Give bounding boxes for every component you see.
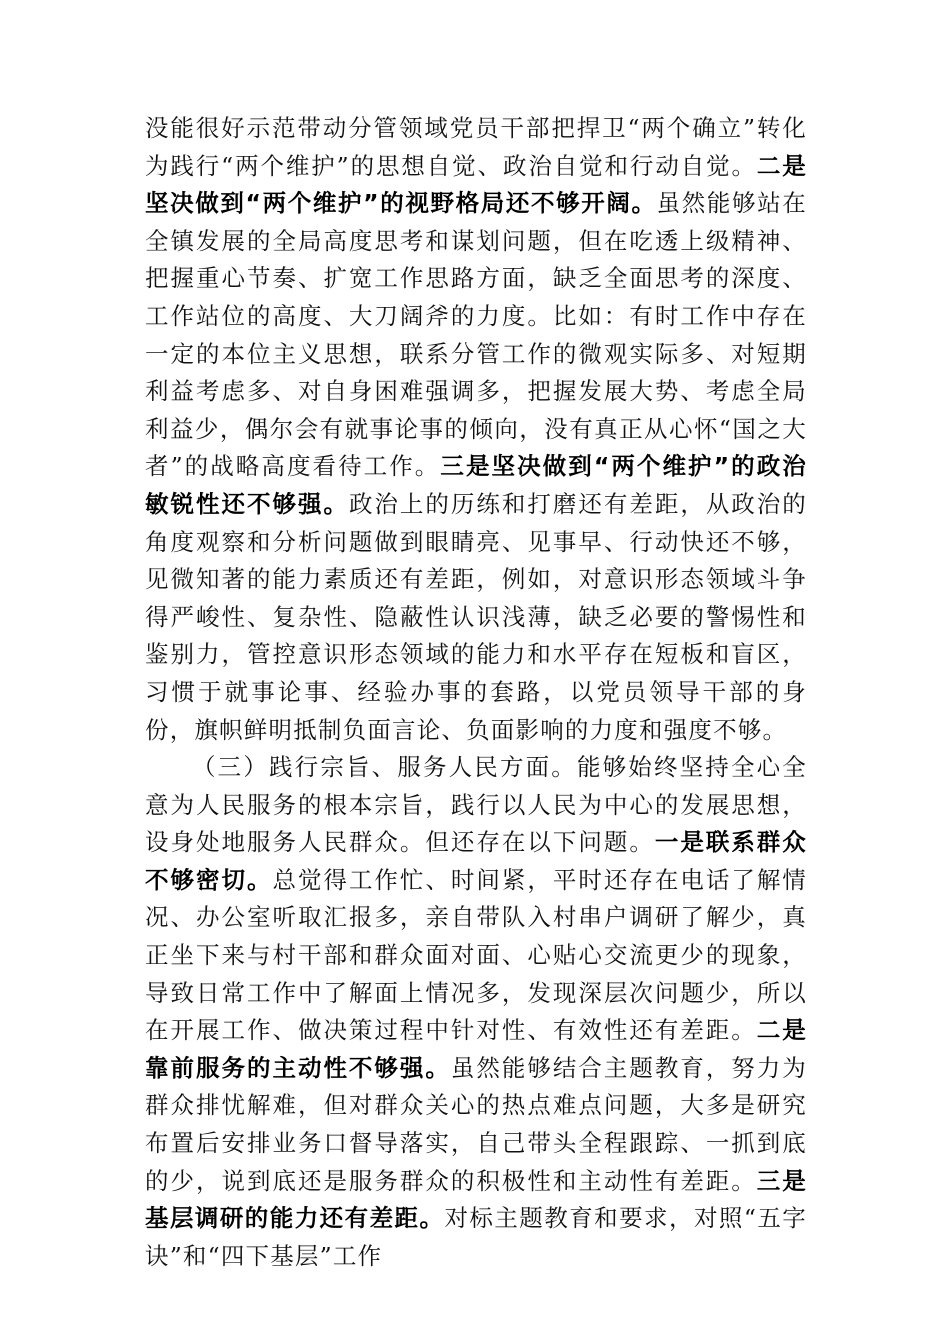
paragraph-continued <box>145 110 807 749</box>
text-run: 虽然能够结合主题教育，努力为群众排忧解难，但对群众关心的热点难点问题，大多是研究布置后安排业务口督导落实，自己带头全程跟踪、一抓到底的少，说到底还是服务群众的积极性和主动性有差距。 <box>145 1053 807 1195</box>
bold-heading-run: 二是坚决做到“两个维护”的视野格局还不够开阔。 <box>145 151 808 218</box>
bold-heading-run: 三是坚决做到“两个维护”的政治敏锐性还不够强。 <box>145 452 807 518</box>
paragraph-section-three <box>145 749 807 1275</box>
bold-heading-run: 二是靠前服务的主动性不够强。 <box>145 1016 807 1082</box>
text-run: 虽然能够站在全镇发展的全局高度思考和谋划问题，但在吃透上级精神、把握重心节奏、扩宽工作思路方面，缺乏全面思考的深度、工作站位的高度、大刀阔斧的力度。比如：有时工作中存在一定的本位主义思想，联系分管工作的微观实际多、对短期利益考虑多、对自身困难强调多，把握发展大势、考虑全局利益少，偶尔会有就事论事的倾向，没有真正从心怀“国之大者”的战略高度看待工作。 <box>145 189 807 481</box>
text-run: 政治上的历练和打磨还有差距，从政治的角度观察和分析问题做到眼睛亮、见事早、行动快还不够，见微知著的能力素质还有差距，例如，对意识形态领域斗争得严峻性、复杂性、隐蔽性认识浅薄，缺乏必要的警惕性和鉴别力，管控意识形态领域的能力和水平存在短板和盲区，习惯于就事论事、经验办事的套路，以党员领导干部的身份，旗帜鲜明抵制负面言论、负面影响的力度和强度不够。 <box>145 489 807 744</box>
text-run: 总觉得工作忙、时间紧，平时还存在电话了解情况、办公室听取汇报多，亲自带队入村串户调研了解少，真正坐下来与村干部和群众面对面、心贴心交流更少的现象，导致日常工作中了解面上情况多，发现深层次问题少，所以在开展工作、做决策过程中针对性、有效性还有差距。 <box>145 865 808 1045</box>
text-run: （三）践行宗旨、服务人民方面。能够始终坚持全心全意为人民服务的根本宗旨，践行以人民为中心的发展思想，设身处地服务人民群众。但还存在以下问题。 <box>145 753 807 857</box>
bold-heading-run: 一是联系群众不够密切。 <box>145 828 808 894</box>
text-run: 对标主题教育和要求，对照“五字诀”和“四下基层”工作 <box>145 1204 807 1270</box>
document-page <box>145 110 807 1275</box>
text-run: 没能很好示范带动分管领域党员干部把捍卫“两个确立”转化为践行“两个维护”的思想自觉、政治自觉和行动自觉。 <box>145 114 807 180</box>
bold-heading-run: 三是基层调研的能力还有差距。 <box>145 1166 807 1233</box>
